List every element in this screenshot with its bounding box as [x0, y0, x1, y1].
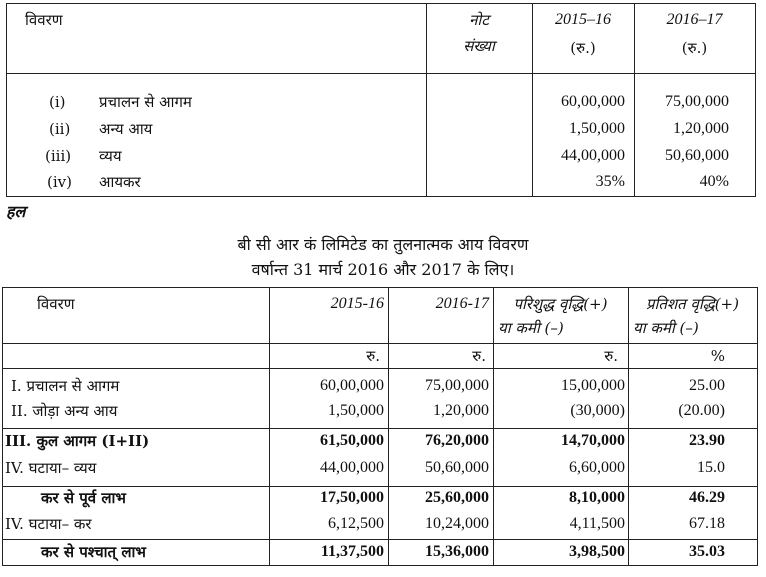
row-number: (i) [49, 93, 66, 111]
row-value-2016: 1,20,000 [433, 402, 489, 419]
row-value-2016: 40% [699, 173, 729, 190]
row-percentage-change: 67.18 [689, 515, 725, 532]
header-year-2015: 2015–16 [555, 11, 611, 28]
row-label: व्यय [99, 147, 122, 165]
unit-absolute: रु. [604, 347, 618, 365]
row-label: I. प्रचालन से आगम [11, 377, 120, 395]
row-value-2016: 25,60,000 [425, 489, 489, 506]
row-value-2016: 76,20,000 [425, 432, 489, 449]
row-number: (ii) [49, 120, 71, 138]
row-percentage-change: 25.00 [689, 377, 725, 394]
row-label: III. कुल आगम (I+II) [5, 432, 150, 450]
row-value-2016: 50,60,000 [425, 459, 489, 476]
row-value-2015: 60,00,000 [320, 377, 384, 394]
header-note-number: संख्या [463, 37, 495, 55]
header-note: नोट [469, 11, 489, 29]
row-percentage-change: 46.29 [689, 489, 725, 506]
unit-2016: रु. [472, 347, 486, 365]
row-value-2016: 75,00,000 [665, 93, 729, 110]
row-absolute-change: 8,10,000 [569, 489, 625, 506]
row-absolute-change: (30,000) [570, 402, 625, 419]
row-label: IV. घटाया– कर [5, 515, 92, 533]
statement-title: बी सी आर कं लिमिटेड का तुलनात्मक आय विवरण [237, 235, 529, 254]
row-value-2016: 15,36,000 [425, 543, 489, 560]
row-value-2015: 44,00,000 [561, 147, 625, 164]
row-value-2015: 44,00,000 [320, 459, 384, 476]
row-number: (iv) [47, 173, 72, 191]
header-year-2016: 2016-17 [435, 295, 489, 312]
header-absolute-change: परिशुद्ध वृद्धि(+) [513, 295, 608, 313]
row-absolute-change: 6,60,000 [569, 459, 625, 476]
row-label: IV. घटाया– व्यय [5, 459, 97, 477]
statement-subtitle: वर्षान्त 31 मार्च 2016 और 2017 के लिए। [251, 260, 515, 279]
unit-2015: (रु.) [570, 39, 596, 57]
row-value-2015: 1,50,000 [569, 120, 625, 137]
row-value-2015: 6,12,500 [328, 515, 384, 532]
row-label: अन्य आय [99, 120, 153, 138]
input-data-table [6, 3, 756, 197]
row-label: आयकर [99, 173, 141, 191]
row-absolute-change: 15,00,000 [561, 377, 625, 394]
unit-percent: % [710, 347, 725, 365]
row-value-2016: 10,24,000 [425, 515, 489, 532]
solution-label: हल [6, 202, 26, 221]
header-absolute-change-line2: या कमी (–) [498, 319, 564, 337]
row-value-2015: 11,37,500 [320, 543, 384, 560]
unit-2015: रु. [366, 347, 380, 365]
row-value-2016: 1,20,000 [673, 120, 729, 137]
row-percentage-change: (20.00) [678, 402, 725, 419]
row-label: कर से पूर्व लाभ [41, 489, 126, 507]
header-particulars: विवरण [25, 11, 63, 29]
row-percentage-change: 23.90 [689, 432, 725, 449]
row-absolute-change: 3,98,500 [569, 543, 625, 560]
row-absolute-change: 4,11,500 [569, 515, 625, 532]
unit-2016: (रु.) [681, 39, 708, 57]
row-value-2016: 50,60,000 [665, 147, 729, 164]
row-percentage-change: 15.0 [697, 459, 725, 476]
comparative-income-statement [2, 287, 758, 566]
header-percentage-change: प्रतिशत वृद्धि(+) [646, 295, 739, 313]
row-value-2015: 61,50,000 [320, 432, 384, 449]
header-percentage-change-line2: या कमी (–) [633, 319, 699, 337]
header-year-2015: 2015-16 [330, 295, 384, 312]
header-year-2016: 2016–17 [666, 11, 723, 28]
row-percentage-change: 35.03 [689, 543, 725, 560]
row-label: कर से पश्चात् लाभ [41, 543, 146, 561]
row-value-2016: 75,00,000 [425, 377, 489, 394]
header-particulars: विवरण [37, 295, 75, 313]
row-value-2015: 17,50,000 [320, 489, 384, 506]
row-value-2015: 60,00,000 [561, 93, 625, 110]
row-absolute-change: 14,70,000 [561, 432, 625, 449]
row-number: (iii) [45, 147, 72, 165]
row-label: II. जोड़ा अन्य आय [11, 402, 118, 420]
row-label: प्रचालन से आगम [99, 93, 192, 111]
row-value-2015: 1,50,000 [328, 402, 384, 419]
row-value-2015: 35% [595, 173, 625, 190]
